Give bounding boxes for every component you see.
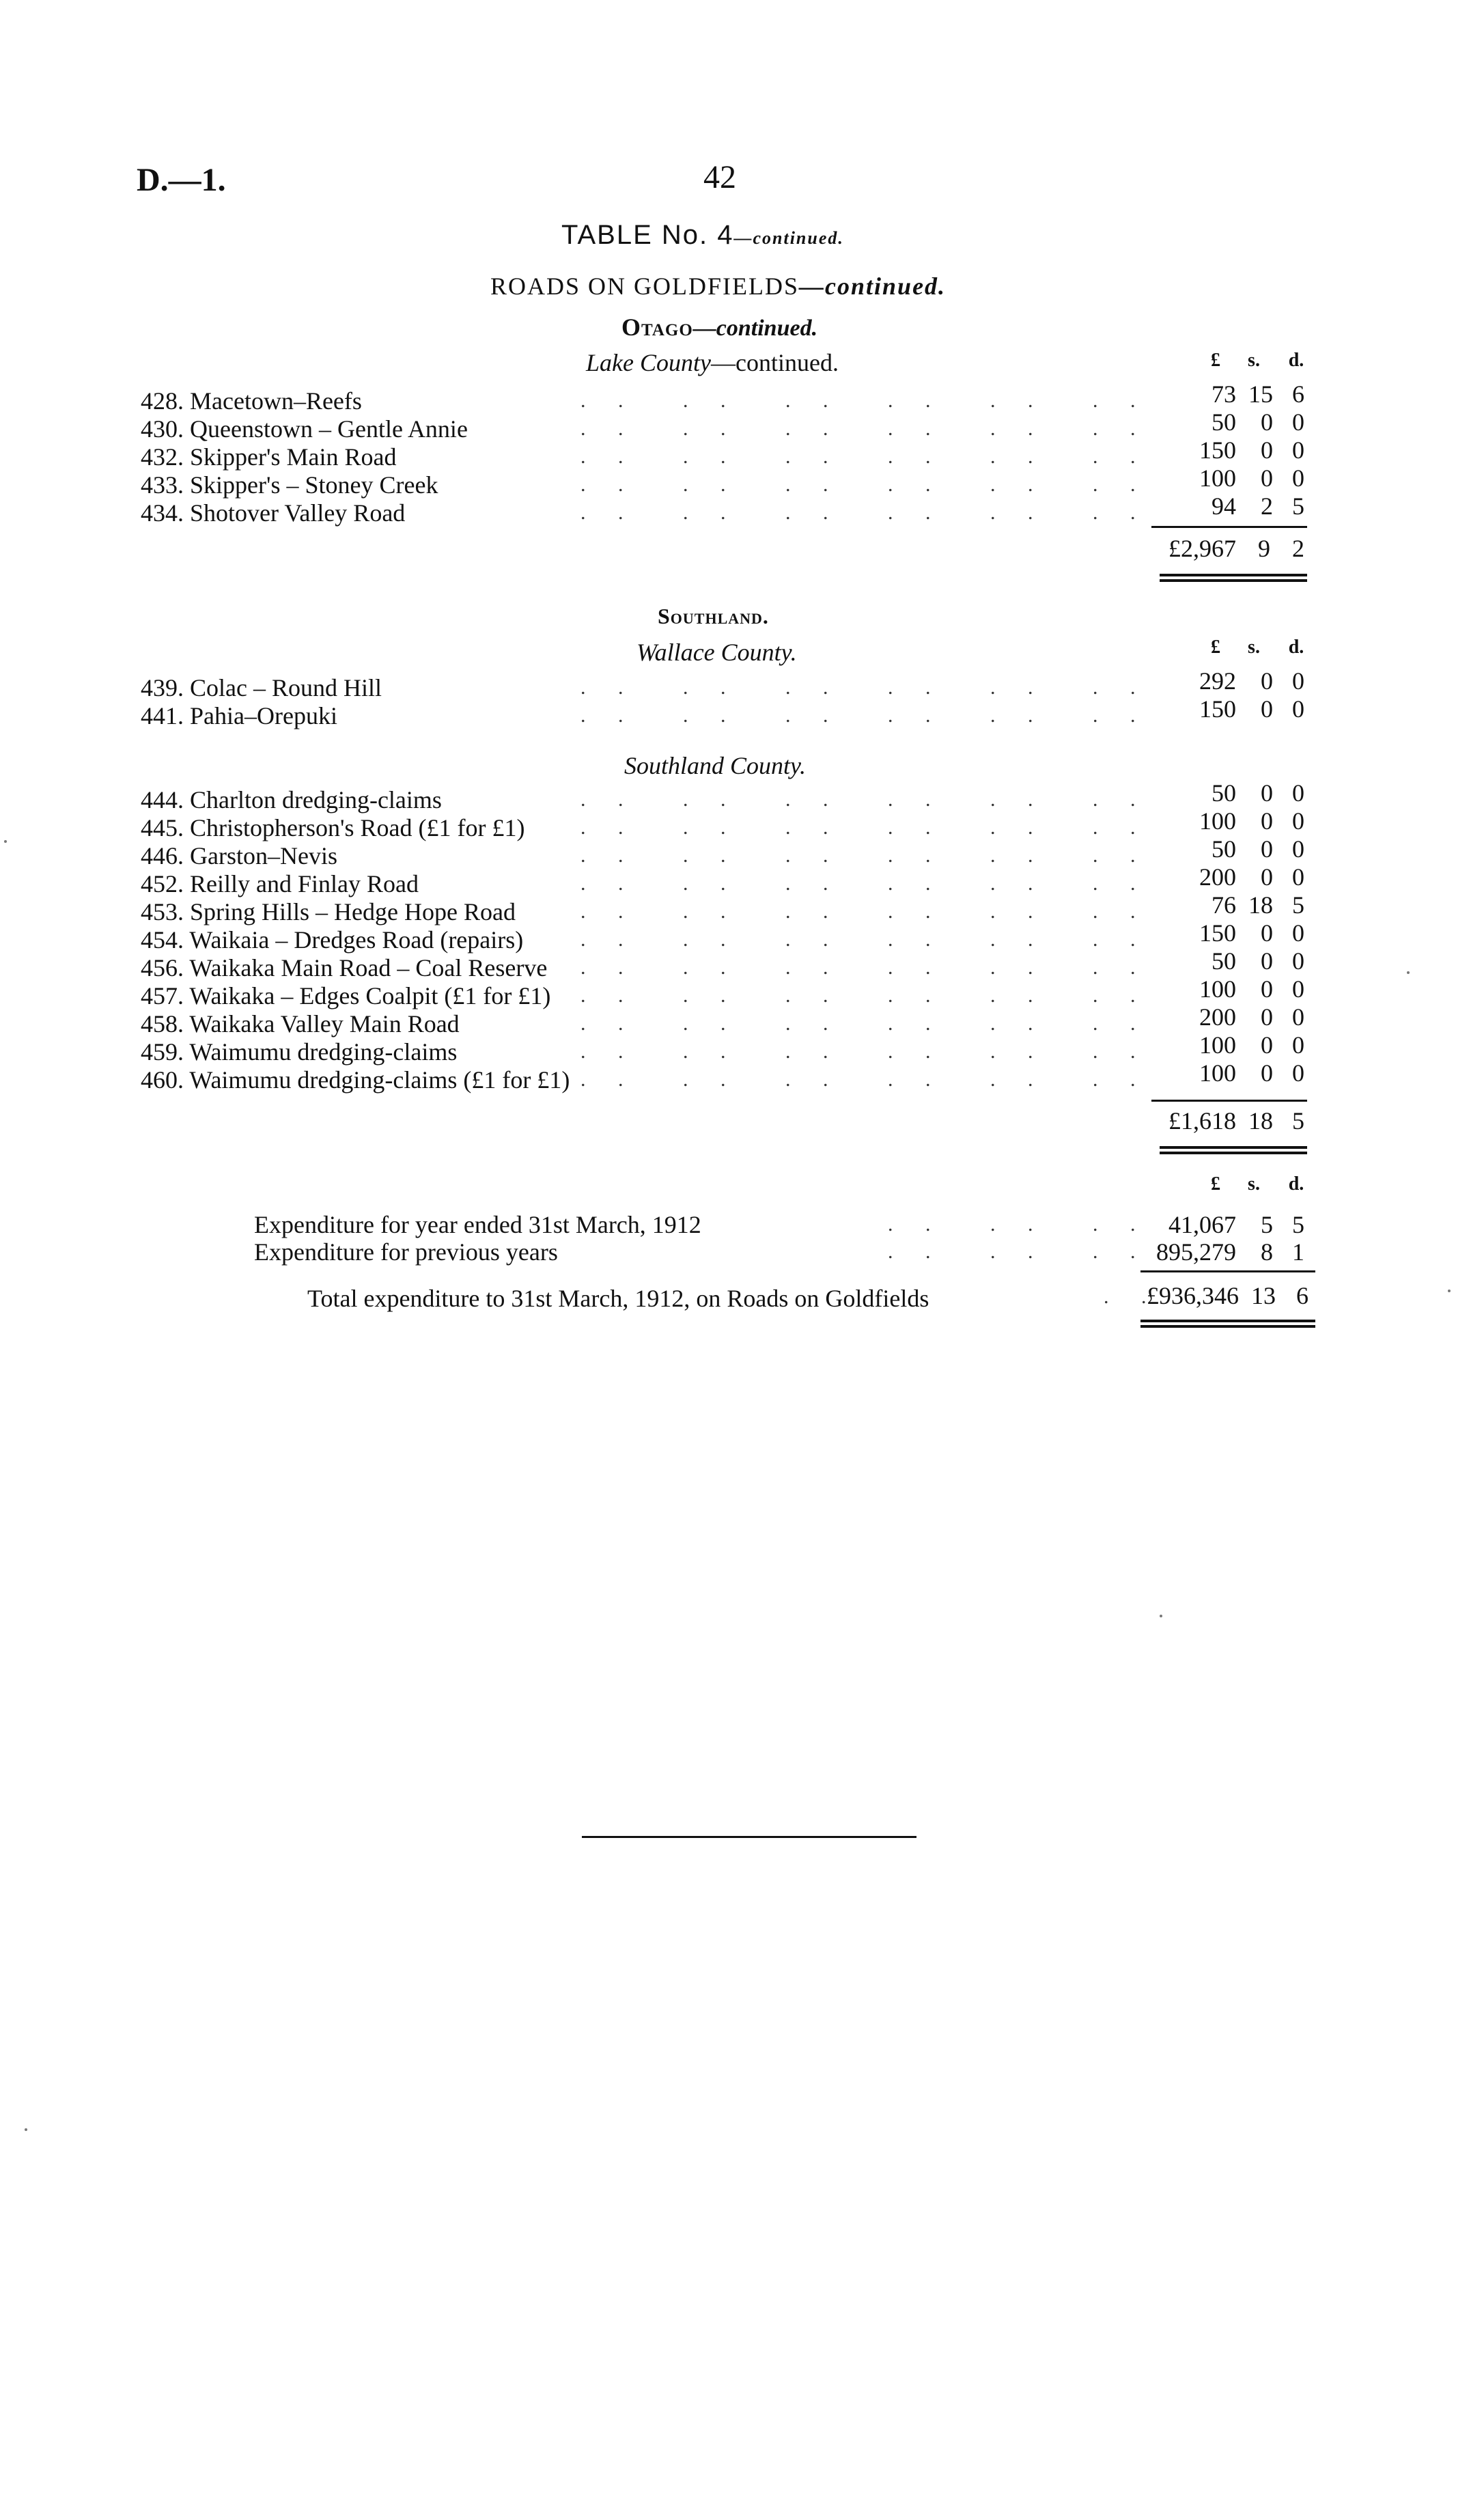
otago-row-leader: . . xyxy=(580,473,637,496)
southland-total-shillings: 18 xyxy=(1248,1107,1273,1134)
southland-row-leader: . . xyxy=(785,928,842,951)
southland-row-leader: . . xyxy=(785,1012,842,1035)
southland-row-pounds: 200 xyxy=(1199,1003,1236,1031)
southland-row-name: 457. Waikaka – Edges Coalpit (£1 for £1) xyxy=(141,982,551,1009)
southland-row-leader: . . xyxy=(580,1068,637,1091)
southland-row-leader: . . xyxy=(785,816,842,839)
otago-row-leader: . . xyxy=(683,501,740,524)
summary-leader: . . xyxy=(1093,1213,1149,1236)
otago-row-leader: . . xyxy=(785,417,842,440)
otago-row-leader: . . xyxy=(580,501,637,524)
otago-row-leader: . . xyxy=(888,389,944,412)
summary-label: Expenditure for previous years xyxy=(254,1238,558,1266)
wallace-row-leader: . . xyxy=(990,676,1047,699)
southland-row-name: 446. Garston–Nevis xyxy=(141,842,337,869)
southland-row-leader: . . xyxy=(580,1012,637,1035)
otago-row-leader: . . xyxy=(1093,473,1149,496)
southland-row-leader: . . xyxy=(888,816,944,839)
grand-total-label: Total expenditure to 31st March, 1912, on Roads on Goldfields xyxy=(307,1285,929,1312)
otago-heading xyxy=(621,313,817,342)
southland-row-leader: . . xyxy=(785,1040,842,1063)
otago-row-name: 428. Macetown–Reefs xyxy=(141,387,362,415)
otago-row-leader: . . xyxy=(785,389,842,412)
grand-total-leader: . . xyxy=(1104,1285,1160,1308)
grand-total-pence: 6 xyxy=(1296,1282,1308,1309)
wallace-row-name: 441. Pahia–Orepuki xyxy=(141,702,337,729)
otago-row-name: 434. Shotover Valley Road xyxy=(141,499,406,527)
otago-row-pounds: 94 xyxy=(1212,492,1236,520)
otago-row-leader: . . xyxy=(683,417,740,440)
southland-row-pounds: 76 xyxy=(1212,891,1236,919)
otago-row-name: 433. Skipper's – Stoney Creek xyxy=(141,471,438,499)
col-header-shillings: s. xyxy=(1248,350,1260,371)
otago-row-leader: . . xyxy=(888,445,944,468)
otago-total-pence: 2 xyxy=(1292,535,1304,562)
southland-row-leader: . . xyxy=(683,900,740,923)
grand-total-shillings: 13 xyxy=(1251,1282,1276,1309)
otago-row-pounds: 100 xyxy=(1199,464,1236,492)
col-header-pounds: £ xyxy=(1211,350,1220,371)
otago-row-leader: . . xyxy=(683,389,740,412)
southland-row-leader: . . xyxy=(1093,1012,1149,1035)
southland-row-shillings: 0 xyxy=(1261,863,1273,891)
southland-row-leader: . . xyxy=(1093,956,1149,979)
summary-leader: . . xyxy=(1093,1240,1149,1263)
southland-row-leader: . . xyxy=(1093,844,1149,867)
otago-total-double-rule xyxy=(1160,574,1307,582)
southland-row-leader: . . xyxy=(580,816,637,839)
southland-row-leader: . . xyxy=(1093,1040,1149,1063)
southland-row-leader: . . xyxy=(888,1040,944,1063)
otago-row-leader: . . xyxy=(888,417,944,440)
wallace-row-pence: 0 xyxy=(1292,667,1304,695)
southland-row-leader: . . xyxy=(990,928,1047,951)
southland-row-leader: . . xyxy=(990,1040,1047,1063)
lake-county-heading xyxy=(586,348,839,377)
southland-row-pence: 0 xyxy=(1292,863,1304,891)
southland-row-leader: . . xyxy=(683,928,740,951)
wallace-row-leader: . . xyxy=(888,704,944,727)
southland-row-pounds: 50 xyxy=(1212,947,1236,975)
southland-row-leader: . . xyxy=(1093,788,1149,811)
southland-row-leader: . . xyxy=(785,872,842,895)
southland-row-leader: . . xyxy=(785,984,842,1007)
summary-col-shillings: s. xyxy=(1248,1173,1260,1195)
southland-row-pounds: 100 xyxy=(1199,1059,1236,1087)
southland-row-leader: . . xyxy=(1093,872,1149,895)
southland-row-pounds: 100 xyxy=(1199,807,1236,835)
southland-row-leader: . . xyxy=(990,872,1047,895)
main-heading-suffix: —continued. xyxy=(799,273,947,300)
southland-row-leader: . . xyxy=(580,984,637,1007)
summary-pence: 1 xyxy=(1292,1238,1304,1266)
otago-row-leader: . . xyxy=(683,473,740,496)
southland-row-leader: . . xyxy=(683,984,740,1007)
southland-row-leader: . . xyxy=(990,1068,1047,1091)
otago-row-leader: . . xyxy=(785,473,842,496)
southland-row-leader: . . xyxy=(888,928,944,951)
southland-row-pence: 0 xyxy=(1292,1059,1304,1087)
summary-leader: . . xyxy=(888,1213,944,1236)
otago-row-pence: 0 xyxy=(1292,408,1304,436)
wallace-row-shillings: 0 xyxy=(1261,667,1273,695)
southland-row-shillings: 0 xyxy=(1261,1059,1273,1087)
otago-row-leader: . . xyxy=(683,445,740,468)
scan-speck xyxy=(1407,971,1410,974)
wallace-row-leader: . . xyxy=(683,676,740,699)
lake-county-suffix: —continued. xyxy=(710,349,839,376)
wallace-row-leader: . . xyxy=(580,676,637,699)
summary-label: Expenditure for year ended 31st March, 1912 xyxy=(254,1211,701,1238)
scan-speck xyxy=(1448,1290,1451,1292)
summary-col-pence: d. xyxy=(1288,1173,1304,1195)
summary-col-pounds: £ xyxy=(1211,1173,1220,1195)
scan-speck xyxy=(4,840,7,843)
summary-shillings: 8 xyxy=(1261,1238,1273,1266)
table-title-suffix: —continued. xyxy=(733,228,844,248)
southland-row-shillings: 0 xyxy=(1261,1031,1273,1059)
otago-row-leader: . . xyxy=(888,473,944,496)
southland-row-leader: . . xyxy=(888,956,944,979)
wallace-row-leader: . . xyxy=(785,676,842,699)
otago-row-leader: . . xyxy=(1093,501,1149,524)
otago-region-suffix: —continued. xyxy=(692,316,818,341)
southland-row-leader: . . xyxy=(580,1040,637,1063)
otago-row-pounds: 50 xyxy=(1212,408,1236,436)
southland-total-pence: 5 xyxy=(1292,1107,1304,1134)
southland-row-leader: . . xyxy=(683,1040,740,1063)
southland-region: Southland. xyxy=(658,604,769,628)
otago-row-leader: . . xyxy=(580,417,637,440)
scan-speck xyxy=(1160,1615,1162,1617)
southland-row-shillings: 0 xyxy=(1261,807,1273,835)
southland-row-leader: . . xyxy=(580,928,637,951)
main-heading-text: ROADS ON GOLDFIELDS xyxy=(490,273,800,300)
wallace-row-name: 439. Colac – Round Hill xyxy=(141,674,382,701)
southland-row-pounds: 150 xyxy=(1199,919,1236,947)
southland-row-pence: 0 xyxy=(1292,975,1304,1003)
southland-row-shillings: 18 xyxy=(1248,891,1273,919)
otago-row-leader: . . xyxy=(990,473,1047,496)
southland-row-shillings: 0 xyxy=(1261,1003,1273,1031)
wallace-county: Wallace County. xyxy=(636,639,797,666)
southland-row-pence: 0 xyxy=(1292,1003,1304,1031)
otago-row-pence: 6 xyxy=(1292,380,1304,408)
otago-row-leader: . . xyxy=(990,417,1047,440)
wallace-col-shillings: s. xyxy=(1248,637,1260,658)
summary-leader: . . xyxy=(888,1240,944,1263)
summary-leader: . . xyxy=(990,1213,1047,1236)
southland-row-leader: . . xyxy=(888,984,944,1007)
wallace-col-pounds: £ xyxy=(1211,637,1220,658)
otago-row-name: 432. Skipper's Main Road xyxy=(141,443,397,471)
southland-row-shillings: 0 xyxy=(1261,975,1273,1003)
southland-row-shillings: 0 xyxy=(1261,835,1273,863)
southland-row-shillings: 0 xyxy=(1261,779,1273,807)
southland-row-pence: 0 xyxy=(1292,1031,1304,1059)
otago-row-pounds: 73 xyxy=(1212,380,1236,408)
otago-row-leader: . . xyxy=(990,501,1047,524)
otago-row-leader: . . xyxy=(1093,445,1149,468)
southland-row-leader: . . xyxy=(785,900,842,923)
otago-row-pence: 5 xyxy=(1292,492,1304,520)
wallace-row-leader: . . xyxy=(580,704,637,727)
southland-row-pounds: 50 xyxy=(1212,835,1236,863)
otago-row-shillings: 2 xyxy=(1261,492,1273,520)
southland-total-double-rule xyxy=(1160,1146,1307,1154)
wallace-row-shillings: 0 xyxy=(1261,695,1273,723)
southland-row-leader: . . xyxy=(888,788,944,811)
wallace-row-leader: . . xyxy=(683,704,740,727)
otago-row-leader: . . xyxy=(990,445,1047,468)
southland-row-leader: . . xyxy=(888,1012,944,1035)
southland-row-leader: . . xyxy=(785,956,842,979)
southland-row-pounds: 100 xyxy=(1199,975,1236,1003)
southland-total-pounds: £1,618 xyxy=(1168,1107,1236,1134)
otago-row-leader: . . xyxy=(990,389,1047,412)
southland-row-leader: . . xyxy=(683,1012,740,1035)
otago-row-shillings: 0 xyxy=(1261,464,1273,492)
table-title xyxy=(561,220,844,251)
southland-row-leader: . . xyxy=(990,816,1047,839)
grand-total-double-rule xyxy=(1140,1320,1315,1328)
end-rule xyxy=(582,1836,916,1838)
southland-row-pence: 0 xyxy=(1292,807,1304,835)
page-number: 42 xyxy=(703,159,736,195)
summary-shillings: 5 xyxy=(1261,1211,1273,1238)
southland-row-leader: . . xyxy=(683,816,740,839)
southland-row-shillings: 0 xyxy=(1261,919,1273,947)
wallace-row-leader: . . xyxy=(990,704,1047,727)
main-heading xyxy=(490,272,946,301)
southland-row-pence: 5 xyxy=(1292,891,1304,919)
otago-row-leader: . . xyxy=(580,389,637,412)
southland-row-leader: . . xyxy=(990,788,1047,811)
otago-row-leader: . . xyxy=(888,501,944,524)
wallace-row-leader: . . xyxy=(888,676,944,699)
southland-row-leader: . . xyxy=(683,788,740,811)
otago-subtotal-rule xyxy=(1151,526,1307,528)
southland-row-leader: . . xyxy=(683,1068,740,1091)
wallace-row-pounds: 150 xyxy=(1199,695,1236,723)
southland-row-leader: . . xyxy=(683,956,740,979)
southland-row-name: 444. Charlton dredging-claims xyxy=(141,786,442,813)
wallace-row-pence: 0 xyxy=(1292,695,1304,723)
southland-subtotal-rule xyxy=(1151,1100,1307,1102)
southland-row-name: 445. Christopherson's Road (£1 for £1) xyxy=(141,814,525,841)
southland-row-leader: . . xyxy=(888,844,944,867)
otago-row-leader: . . xyxy=(1093,417,1149,440)
otago-row-pence: 0 xyxy=(1292,464,1304,492)
southland-row-name: 459. Waimumu dredging-claims xyxy=(141,1038,458,1066)
summary-pounds: 41,067 xyxy=(1168,1211,1236,1238)
southland-row-leader: . . xyxy=(580,788,637,811)
southland-row-leader: . . xyxy=(785,1068,842,1091)
southland-row-name: 452. Reilly and Finlay Road xyxy=(141,870,419,897)
southland-row-leader: . . xyxy=(888,872,944,895)
lake-county: Lake County xyxy=(586,349,711,376)
otago-total-shillings: 9 xyxy=(1258,535,1270,562)
otago-row-leader: . . xyxy=(785,501,842,524)
otago-row-pounds: 150 xyxy=(1199,436,1236,464)
summary-pounds: 895,279 xyxy=(1156,1238,1236,1266)
southland-row-leader: . . xyxy=(1093,900,1149,923)
otago-region: Otago xyxy=(621,314,693,341)
southland-row-pence: 0 xyxy=(1292,779,1304,807)
southland-row-leader: . . xyxy=(990,956,1047,979)
southland-row-leader: . . xyxy=(580,844,637,867)
southland-row-leader: . . xyxy=(785,788,842,811)
southland-row-pounds: 100 xyxy=(1199,1031,1236,1059)
southland-row-leader: . . xyxy=(580,900,637,923)
otago-row-name: 430. Queenstown – Gentle Annie xyxy=(141,415,468,443)
summary-pence: 5 xyxy=(1292,1211,1304,1238)
southland-row-leader: . . xyxy=(990,900,1047,923)
southland-row-pence: 0 xyxy=(1292,947,1304,975)
southland-row-leader: . . xyxy=(580,956,637,979)
otago-row-shillings: 0 xyxy=(1261,408,1273,436)
wallace-row-pounds: 292 xyxy=(1199,667,1236,695)
southland-row-leader: . . xyxy=(683,844,740,867)
southland-row-pounds: 200 xyxy=(1199,863,1236,891)
southland-row-pence: 0 xyxy=(1292,919,1304,947)
otago-row-leader: . . xyxy=(1093,389,1149,412)
southland-row-name: 458. Waikaka Valley Main Road xyxy=(141,1010,460,1037)
otago-row-shillings: 0 xyxy=(1261,436,1273,464)
wallace-row-leader: . . xyxy=(785,704,842,727)
otago-row-shillings: 15 xyxy=(1248,380,1273,408)
table-title-main: TABLE No. 4 xyxy=(561,220,734,250)
southland-row-name: 454. Waikaia – Dredges Road (repairs) xyxy=(141,926,524,953)
document-id: D.—1. xyxy=(137,162,226,198)
southland-row-leader: . . xyxy=(990,1012,1047,1035)
southland-row-leader: . . xyxy=(580,872,637,895)
southland-row-leader: . . xyxy=(1093,984,1149,1007)
wallace-row-leader: . . xyxy=(1093,676,1149,699)
southland-row-leader: . . xyxy=(1093,1068,1149,1091)
otago-row-leader: . . xyxy=(580,445,637,468)
southland-row-name: 453. Spring Hills – Hedge Hope Road xyxy=(141,898,516,925)
wallace-row-leader: . . xyxy=(1093,704,1149,727)
otago-total-pounds: £2,967 xyxy=(1168,535,1236,562)
southland-row-leader: . . xyxy=(990,844,1047,867)
southland-row-name: 460. Waimumu dredging-claims (£1 for £1) xyxy=(141,1066,570,1094)
summary-leader: . . xyxy=(990,1240,1047,1263)
southland-row-shillings: 0 xyxy=(1261,947,1273,975)
southland-row-leader: . . xyxy=(785,844,842,867)
scan-speck xyxy=(25,2128,27,2131)
southland-row-leader: . . xyxy=(888,1068,944,1091)
otago-row-leader: . . xyxy=(785,445,842,468)
southland-row-leader: . . xyxy=(888,900,944,923)
southland-row-leader: . . xyxy=(1093,816,1149,839)
grand-total-pounds: £936,346 xyxy=(1147,1282,1239,1309)
southland-row-name: 456. Waikaka Main Road – Coal Reserve xyxy=(141,954,548,981)
southland-row-leader: . . xyxy=(990,984,1047,1007)
wallace-col-pence: d. xyxy=(1288,637,1304,658)
otago-row-pence: 0 xyxy=(1292,436,1304,464)
southland-row-leader: . . xyxy=(1093,928,1149,951)
southland-row-pence: 0 xyxy=(1292,835,1304,863)
grand-total-top-rule xyxy=(1140,1270,1315,1272)
southland-county: Southland County. xyxy=(624,752,807,779)
southland-row-pounds: 50 xyxy=(1212,779,1236,807)
col-header-pence: d. xyxy=(1288,350,1304,371)
southland-row-leader: . . xyxy=(683,872,740,895)
